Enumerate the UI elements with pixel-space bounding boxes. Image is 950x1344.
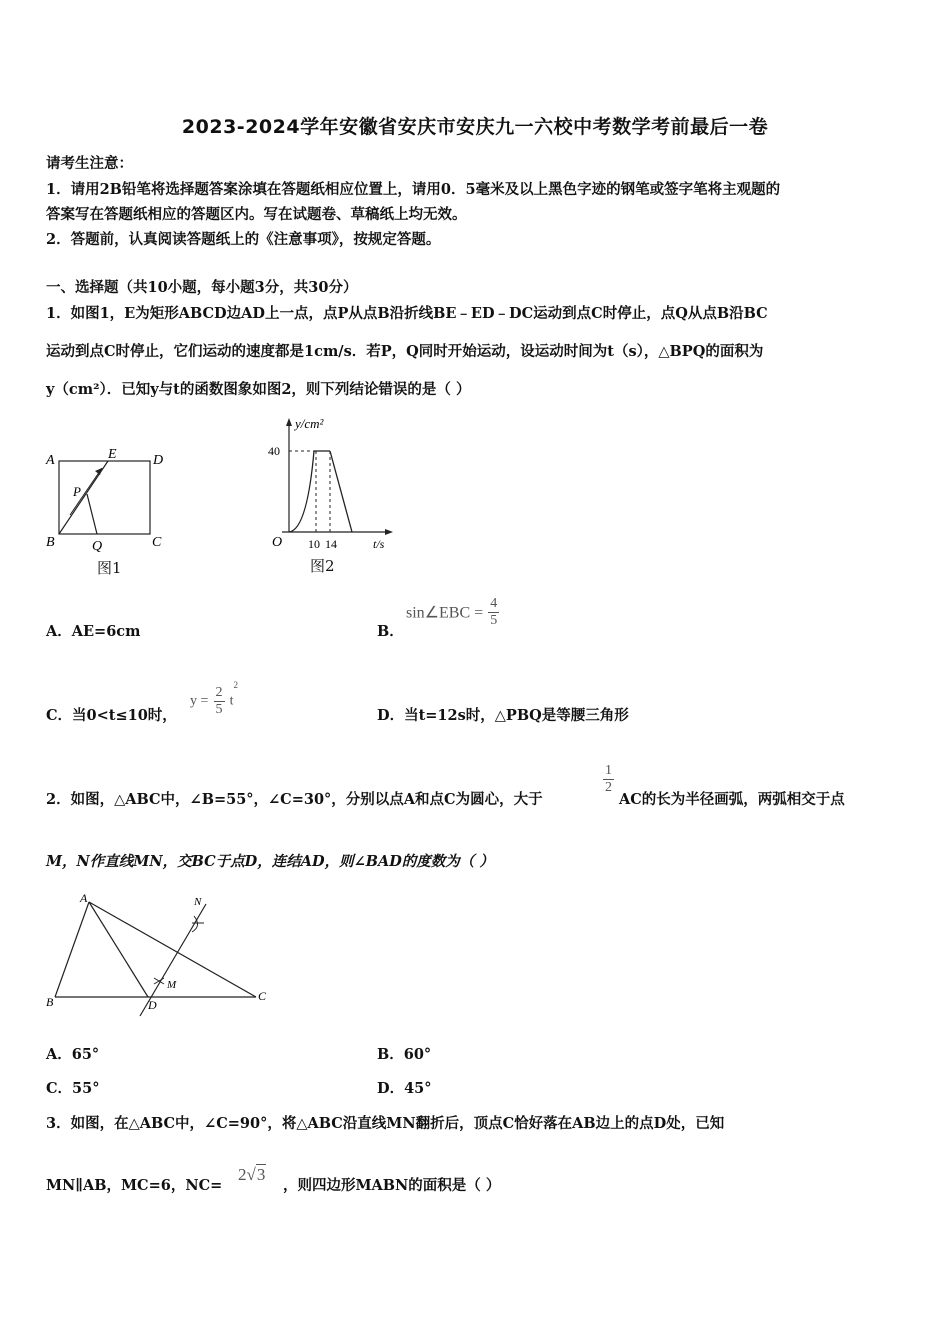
notice-heading: 请考生注意： bbox=[46, 155, 133, 172]
q2-option-c: C．55° bbox=[46, 1080, 100, 1097]
q1-option-c-expr bbox=[190, 680, 238, 718]
segment-ad bbox=[89, 902, 148, 997]
page-title: 2023-2024学年安徽省安庆市安庆九一六校中考数学考前最后一卷 bbox=[181, 116, 769, 138]
segment-pq bbox=[87, 494, 97, 534]
q1-line-2: 运动到点C时停止，它们运动的速度都是1cm/s．若P，Q同时开始运动，设运动时间为t（s），△BPQ的面积为 bbox=[46, 343, 764, 360]
frac-den: 2 bbox=[605, 780, 612, 795]
fraction-2-5 bbox=[214, 685, 225, 718]
q3-radical bbox=[238, 1165, 266, 1185]
label-b: B bbox=[46, 535, 55, 550]
q3-line-2a: MN∥AB，MC=6，NC= bbox=[46, 1177, 223, 1194]
q2-fraction bbox=[603, 763, 614, 796]
label-e: E bbox=[108, 447, 117, 462]
q2-option-b: B．60° bbox=[377, 1046, 432, 1063]
label-m: M bbox=[167, 979, 177, 991]
fig1-caption: 图1 bbox=[97, 559, 122, 577]
q1-option-d: D．当t=12s时，△PBQ是等腰三角形 bbox=[377, 707, 629, 724]
notice-line-2: 2．答题前，认真阅读答题纸上的《注意事项》，按规定答题。 bbox=[46, 231, 441, 248]
tick-10: 10 bbox=[308, 537, 320, 551]
label-d: D bbox=[153, 453, 164, 468]
q1-figure-2 bbox=[262, 408, 402, 558]
y-eq: y = bbox=[190, 693, 209, 709]
q2-line-2: M，N作直线MN，交BC于点D，连结AD，则∠BAD的度数为（ ） bbox=[46, 853, 494, 870]
label-b: B bbox=[46, 995, 54, 1009]
frac-den: 5 bbox=[490, 613, 498, 628]
section-heading: 一、选择题（共10小题，每小题3分，共30分） bbox=[46, 279, 358, 296]
x-axis-arrow-icon bbox=[385, 529, 393, 535]
frac-den: 5 bbox=[215, 702, 223, 717]
sin-expr: sin∠EBC = bbox=[406, 604, 484, 622]
fraction-1-2 bbox=[603, 763, 614, 796]
label-c: C bbox=[258, 989, 267, 1003]
frac-num: 1 bbox=[605, 763, 612, 778]
t-exponent: 2 bbox=[233, 680, 238, 690]
x-axis-label: t/s bbox=[373, 537, 385, 551]
notice-line-1a: 1．请用2B铅笔将选择题答案涂填在答题纸相应位置上，请用0．5毫米及以上黑色字迹的钢笔或签字笔将主观题的 bbox=[46, 181, 781, 198]
q2-figure bbox=[42, 888, 282, 1018]
q1-option-a: A．AE=6cm bbox=[46, 623, 141, 640]
origin-label: O bbox=[272, 535, 283, 550]
q3-line-1: 3．如图，在△ABC中，∠C=90°，将△ABC沿直线MN翻折后，顶点C恰好落在AB边上的点D处，已知 bbox=[46, 1115, 725, 1132]
q1-option-c-label: C．当0<t≤10时， bbox=[46, 707, 177, 724]
q1-line-1: 1．如图1，E为矩形ABCD边AD上一点，点P从点B沿折线BE﹣ED﹣DC运动到点C时停止，点Q从点B沿BC bbox=[46, 305, 768, 322]
q1-line-3: y（cm²）．已知y与t的函数图象如图2，则下列结论错误的是（ ） bbox=[46, 381, 471, 398]
q2-option-d: D．45° bbox=[377, 1080, 432, 1097]
y-axis-label: y/cm² bbox=[295, 416, 324, 431]
fraction-4-5 bbox=[488, 596, 499, 629]
label-p: P bbox=[73, 484, 81, 499]
frac-num: 4 bbox=[490, 596, 498, 611]
y-axis-arrow-icon bbox=[286, 418, 292, 426]
label-a: A bbox=[46, 453, 55, 468]
label-d: D bbox=[148, 998, 157, 1012]
label-c: C bbox=[152, 535, 162, 550]
falling-segment bbox=[330, 451, 352, 532]
segment-ab bbox=[55, 902, 89, 997]
sqrt-icon: √ bbox=[246, 1165, 256, 1184]
q2-option-a: A．65° bbox=[46, 1046, 100, 1063]
frac-num: 2 bbox=[215, 685, 223, 700]
q2-line-1a: 2．如图，△ABC中，∠B=55°，∠C=30°，分别以点A和点C为圆心，大于 bbox=[46, 791, 543, 808]
curve-segment bbox=[289, 451, 314, 532]
fig2-caption: 图2 bbox=[310, 557, 335, 575]
q2-line-1b: AC的长为半径画弧，两弧相交于点 bbox=[619, 791, 845, 808]
tick-14: 14 bbox=[325, 537, 337, 551]
radical-coef: 2 bbox=[238, 1165, 247, 1184]
tick-40: 40 bbox=[268, 444, 280, 458]
q1-option-b-expr bbox=[406, 596, 499, 629]
label-a: A bbox=[80, 891, 88, 905]
t-var: t bbox=[229, 693, 234, 709]
notice-line-1b: 答案写在答题纸相应的答题区内。写在试题卷、草稿纸上均无效。 bbox=[46, 206, 467, 223]
radicand: 3 bbox=[256, 1165, 266, 1184]
q3-line-2b: ，则四边形MABN的面积是（ ） bbox=[283, 1177, 501, 1194]
label-n: N bbox=[194, 896, 202, 908]
label-q: Q bbox=[92, 539, 103, 554]
q1-option-b-label: B． bbox=[377, 623, 404, 640]
